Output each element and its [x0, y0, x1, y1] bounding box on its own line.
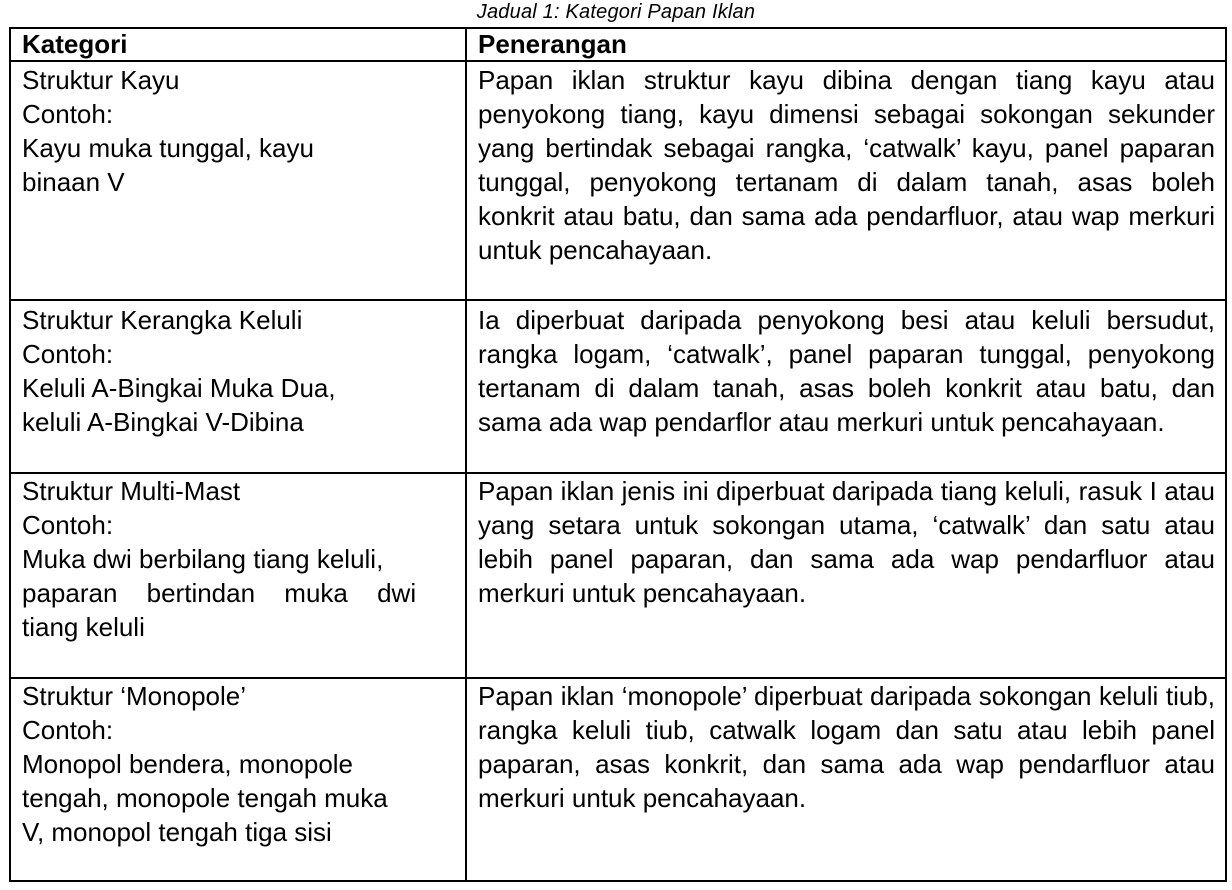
example-line: V, monopol tengah tiga sisi — [22, 817, 332, 847]
category-cell — [10, 678, 466, 881]
category-cell — [10, 61, 466, 300]
category-title: Struktur ‘Monopole’ — [22, 681, 246, 711]
table-row — [10, 61, 1226, 300]
category-cell — [10, 473, 466, 678]
header-description: Penerangan — [466, 28, 1226, 61]
example-line: binaan V — [22, 167, 125, 197]
example-label: Contoh: — [22, 715, 114, 745]
example-line: tengah, monopole tengah muka — [22, 783, 388, 813]
category-cell — [10, 300, 466, 473]
example-line: keluli A-Bingkai V-Dibina — [22, 407, 304, 437]
header-category: Kategori — [10, 28, 466, 61]
example-line: tiang keluli — [22, 612, 145, 642]
table-row — [10, 300, 1226, 473]
description-cell: Ia diperbuat daripada penyokong besi atau keluli bersudut, rangka logam, ‘catwalk’, panel paparan tunggal, penyokong tertanam di dalam tanah, asas boleh konkrit atau batu, dan sama ada wap pendarflor atau merkuri untuk pencahayaan. — [466, 300, 1226, 473]
example-label: Contoh: — [22, 339, 114, 369]
example-line: paparan bertindan muka dwi — [22, 578, 417, 608]
example-line: Keluli A-Bingkai Muka Dua, — [22, 373, 336, 403]
category-title: Struktur Kerangka Keluli — [22, 305, 303, 335]
description-cell: Papan iklan jenis ini diperbuat daripada tiang keluli, rasuk I atau yang setara untuk sokongan utama, ‘catwalk’ dan satu atau lebih panel paparan, dan sama ada wap pendarfluor atau merkuri untuk pencahayaan. — [466, 473, 1226, 678]
table-caption: Jadual 1: Kategori Papan Iklan — [476, 1, 756, 23]
example-line: Muka dwi berbilang tiang keluli, — [22, 544, 384, 574]
table-row — [10, 678, 1226, 881]
category-title: Struktur Kayu — [22, 65, 180, 95]
example-label: Contoh: — [22, 510, 114, 540]
table-header-row — [10, 28, 1226, 61]
billboard-category-table — [9, 27, 1227, 882]
example-line: Kayu muka tunggal, kayu — [22, 133, 314, 163]
description-cell: Papan iklan ‘monopole’ diperbuat daripada sokongan keluli tiub, rangka keluli tiub, catwalk logam dan satu atau lebih panel paparan, asas konkrit, dan sama ada wap pendarfluor atau merkuri untuk pencahayaan. — [466, 678, 1226, 881]
category-title: Struktur Multi-Mast — [22, 476, 241, 506]
table-row — [10, 473, 1226, 678]
description-cell: Papan iklan struktur kayu dibina dengan tiang kayu atau penyokong tiang, kayu dimensi sebagai sokongan sekunder yang bertindak sebagai rangka, ‘catwalk’ kayu, panel paparan tunggal, penyokong tertanam di dalam tanah, asas boleh konkrit atau batu, dan sama ada pendarfluor, atau wap merkuri untuk pencahayaan. — [466, 61, 1226, 300]
example-line: Monopol bendera, monopole — [22, 749, 354, 779]
example-label: Contoh: — [22, 99, 114, 129]
